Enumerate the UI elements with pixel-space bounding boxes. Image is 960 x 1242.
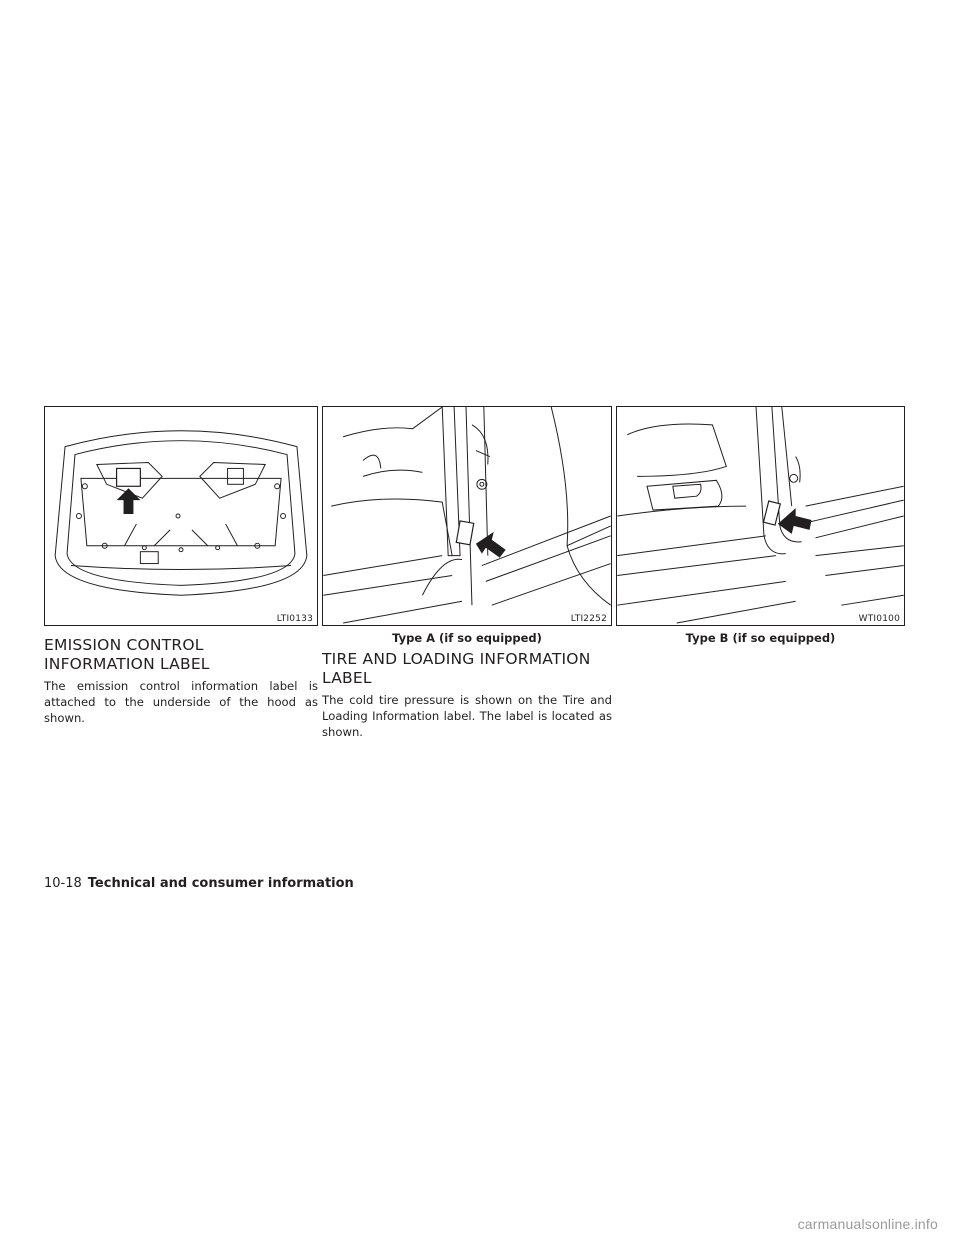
section-body-emission-control: The emission control information label is attached to the underside of the hood as shown. xyxy=(44,679,318,725)
page-footer xyxy=(44,876,354,892)
label-location-marker xyxy=(117,468,141,486)
hood-underside-illustration xyxy=(45,407,317,625)
figure-type-b-door-pillar xyxy=(616,406,905,626)
figure-caption-type-b: Type B (if so equipped) xyxy=(685,631,836,645)
heading-line: LABEL xyxy=(322,669,372,687)
figure-caption-type-a: Type A (if so equipped) xyxy=(392,631,542,645)
figure-hood-underside xyxy=(44,406,318,626)
heading-line: EMISSION CONTROL xyxy=(44,636,204,654)
page-number: 10-18 xyxy=(44,876,82,891)
heading-line: TIRE AND LOADING INFORMATION xyxy=(322,650,591,668)
label-location-marker xyxy=(456,521,473,545)
figure-type-a-door-pillar xyxy=(322,406,612,626)
arrow-icon xyxy=(476,532,506,558)
label-location-marker xyxy=(763,501,780,525)
arrow-up-icon xyxy=(117,488,141,514)
section-heading-tire-loading xyxy=(322,650,614,688)
footer-section-title: Technical and consumer information xyxy=(87,876,354,891)
figure-code: LTI2252 xyxy=(570,614,607,624)
figure-code: LTI0133 xyxy=(276,614,313,624)
section-heading-emission-control xyxy=(44,636,320,674)
figure-code: WTI0100 xyxy=(858,614,900,624)
type-a-pillar-illustration xyxy=(323,407,611,625)
type-b-pillar-illustration xyxy=(617,407,904,625)
watermark: carmanualsonline.info xyxy=(797,1216,938,1232)
arrow-icon xyxy=(778,508,812,534)
section-body-tire-loading: The cold tire pressure is shown on the Tire and Loading Information label. The label is located as shown. xyxy=(322,693,612,739)
heading-line: INFORMATION LABEL xyxy=(44,655,210,673)
